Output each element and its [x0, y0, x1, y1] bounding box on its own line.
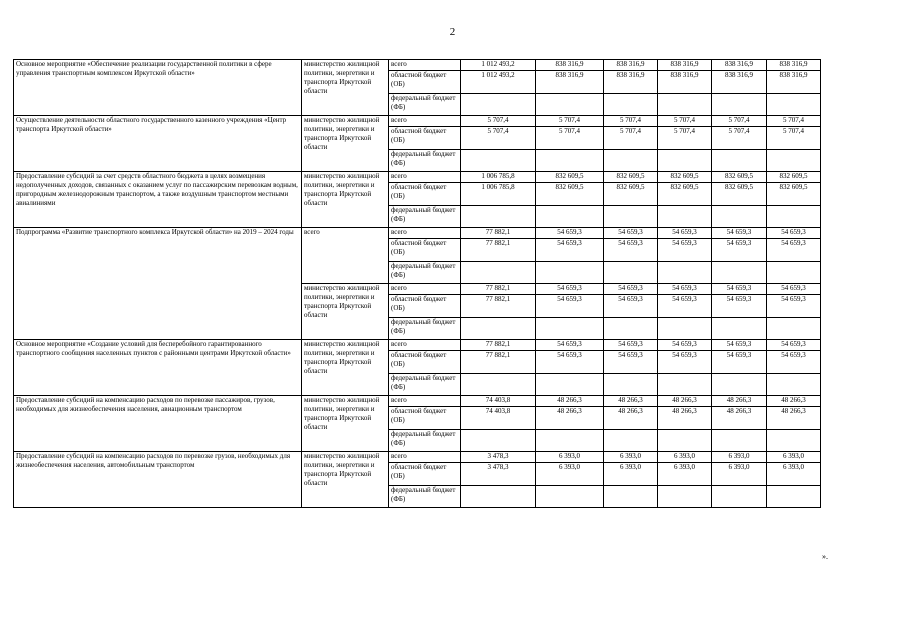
- amount-cell: [536, 262, 604, 284]
- amount-cell: 54 659,3: [536, 295, 604, 318]
- amount-cell: [712, 94, 767, 116]
- executor-cell: министерство жилищной политики, энергетики и транспорта Иркутской области: [302, 452, 389, 508]
- amount-cell: 48 266,3: [536, 396, 604, 407]
- funding-source-cell: федеральный бюджет (ФБ): [389, 206, 461, 228]
- amount-cell: 54 659,3: [712, 228, 767, 239]
- funding-source-cell: всего: [389, 452, 461, 463]
- amount-cell: 5 707,4: [658, 127, 712, 150]
- closing-quote-mark: ».: [822, 552, 828, 561]
- amount-cell: 832 609,5: [767, 183, 821, 206]
- funding-source-cell: всего: [389, 284, 461, 295]
- amount-cell: 5 707,4: [712, 116, 767, 127]
- amount-cell: [712, 486, 767, 508]
- amount-cell: [604, 430, 658, 452]
- amount-cell: 3 478,3: [461, 452, 536, 463]
- amount-cell: [461, 374, 536, 396]
- amount-cell: 54 659,3: [604, 239, 658, 262]
- amount-cell: 54 659,3: [767, 239, 821, 262]
- funding-source-cell: федеральный бюджет (ФБ): [389, 262, 461, 284]
- amount-cell: 54 659,3: [658, 295, 712, 318]
- amount-cell: 832 609,5: [658, 183, 712, 206]
- table-row: [14, 228, 821, 239]
- amount-cell: 1 006 785,8: [461, 172, 536, 183]
- amount-cell: 54 659,3: [658, 228, 712, 239]
- amount-cell: 832 609,5: [712, 172, 767, 183]
- funding-source-cell: областной бюджет (ОБ): [389, 295, 461, 318]
- amount-cell: 838 316,9: [604, 71, 658, 94]
- amount-cell: [604, 206, 658, 228]
- amount-cell: [658, 94, 712, 116]
- amount-cell: 54 659,3: [604, 351, 658, 374]
- amount-cell: 3 478,3: [461, 463, 536, 486]
- activity-name-cell: Предоставление субсидий на компенсацию расходов по перевозке пассажиров, грузов, необходимых для жизнеобеспечения населения, авиационным транспортом: [14, 396, 302, 452]
- amount-cell: 838 316,9: [658, 60, 712, 71]
- amount-cell: [536, 486, 604, 508]
- amount-cell: 54 659,3: [767, 228, 821, 239]
- amount-cell: 54 659,3: [536, 239, 604, 262]
- amount-cell: 1 012 493,2: [461, 71, 536, 94]
- amount-cell: 77 882,1: [461, 340, 536, 351]
- amount-cell: 77 882,1: [461, 239, 536, 262]
- amount-cell: 54 659,3: [658, 284, 712, 295]
- amount-cell: [767, 486, 821, 508]
- amount-cell: [767, 374, 821, 396]
- amount-cell: 5 707,4: [536, 127, 604, 150]
- amount-cell: 54 659,3: [604, 284, 658, 295]
- amount-cell: 54 659,3: [536, 340, 604, 351]
- amount-cell: 54 659,3: [658, 351, 712, 374]
- amount-cell: [604, 262, 658, 284]
- funding-source-cell: областной бюджет (ОБ): [389, 463, 461, 486]
- funding-source-cell: федеральный бюджет (ФБ): [389, 318, 461, 340]
- amount-cell: [461, 150, 536, 172]
- funding-source-cell: областной бюджет (ОБ): [389, 183, 461, 206]
- amount-cell: 5 707,4: [461, 116, 536, 127]
- activity-name-cell: Основное мероприятие «Обеспечение реализации государственной политики в сфере управления транспортным комплексом Иркутской области»: [14, 60, 302, 116]
- amount-cell: 54 659,3: [536, 351, 604, 374]
- amount-cell: [604, 374, 658, 396]
- amount-cell: 832 609,5: [658, 172, 712, 183]
- amount-cell: 54 659,3: [604, 340, 658, 351]
- amount-cell: 5 707,4: [658, 116, 712, 127]
- funding-source-cell: всего: [389, 340, 461, 351]
- amount-cell: [767, 150, 821, 172]
- amount-cell: 54 659,3: [604, 228, 658, 239]
- amount-cell: 48 266,3: [536, 407, 604, 430]
- amount-cell: 5 707,4: [767, 116, 821, 127]
- amount-cell: [536, 206, 604, 228]
- table-row: [14, 116, 821, 127]
- amount-cell: [712, 206, 767, 228]
- amount-cell: 6 393,0: [604, 452, 658, 463]
- amount-cell: 54 659,3: [658, 340, 712, 351]
- amount-cell: 838 316,9: [712, 60, 767, 71]
- executor-cell: министерство жилищной политики, энергетики и транспорта Иркутской области: [302, 172, 389, 228]
- amount-cell: [461, 430, 536, 452]
- amount-cell: 832 609,5: [712, 183, 767, 206]
- table-row: [14, 172, 821, 183]
- table-row: [14, 452, 821, 463]
- amount-cell: 6 393,0: [658, 452, 712, 463]
- amount-cell: 832 609,5: [604, 183, 658, 206]
- activity-name-cell: Осуществление деятельности областного государственного казенного учреждения «Центр транспорта Иркутской области»: [14, 116, 302, 172]
- amount-cell: 48 266,3: [604, 407, 658, 430]
- amount-cell: 5 707,4: [712, 127, 767, 150]
- amount-cell: [536, 150, 604, 172]
- page-number: 2: [449, 26, 456, 38]
- amount-cell: 5 707,4: [604, 127, 658, 150]
- funding-source-cell: областной бюджет (ОБ): [389, 351, 461, 374]
- amount-cell: 54 659,3: [767, 295, 821, 318]
- amount-cell: 6 393,0: [536, 463, 604, 486]
- amount-cell: 838 316,9: [658, 71, 712, 94]
- amount-cell: 54 659,3: [712, 239, 767, 262]
- table-row: [14, 340, 821, 351]
- amount-cell: 48 266,3: [767, 407, 821, 430]
- amount-cell: 54 659,3: [712, 295, 767, 318]
- amount-cell: [658, 430, 712, 452]
- amount-cell: 54 659,3: [658, 239, 712, 262]
- funding-source-cell: всего: [389, 116, 461, 127]
- amount-cell: 832 609,5: [536, 172, 604, 183]
- amount-cell: 5 707,4: [604, 116, 658, 127]
- amount-cell: 838 316,9: [536, 71, 604, 94]
- amount-cell: [658, 318, 712, 340]
- table-row: [14, 396, 821, 407]
- amount-cell: [461, 206, 536, 228]
- amount-cell: 838 316,9: [536, 60, 604, 71]
- amount-cell: [658, 206, 712, 228]
- amount-cell: 48 266,3: [712, 396, 767, 407]
- funding-source-cell: всего: [389, 228, 461, 239]
- amount-cell: 77 882,1: [461, 284, 536, 295]
- amount-cell: [767, 94, 821, 116]
- amount-cell: 838 316,9: [604, 60, 658, 71]
- amount-cell: 54 659,3: [767, 284, 821, 295]
- amount-cell: [461, 318, 536, 340]
- amount-cell: 6 393,0: [658, 463, 712, 486]
- amount-cell: 6 393,0: [604, 463, 658, 486]
- funding-source-cell: федеральный бюджет (ФБ): [389, 486, 461, 508]
- amount-cell: [461, 262, 536, 284]
- activity-name-cell: Предоставление субсидий за счет средств областного бюджета в целях возмещения недополученных доходов, связанных с оказанием услуг по пассажирским перевозкам водным, пригородным железнодорожным транспортом, а также воздушным транспортом местными авиалиниями: [14, 172, 302, 228]
- table-body: [14, 60, 821, 508]
- funding-source-cell: всего: [389, 172, 461, 183]
- amount-cell: [712, 430, 767, 452]
- funding-source-cell: федеральный бюджет (ФБ): [389, 94, 461, 116]
- amount-cell: [536, 318, 604, 340]
- amount-cell: 5 707,4: [536, 116, 604, 127]
- executor-cell: всего: [302, 228, 389, 284]
- amount-cell: 48 266,3: [658, 396, 712, 407]
- amount-cell: 54 659,3: [536, 284, 604, 295]
- amount-cell: [712, 318, 767, 340]
- funding-source-cell: областной бюджет (ОБ): [389, 407, 461, 430]
- funding-source-cell: областной бюджет (ОБ): [389, 127, 461, 150]
- amount-cell: [658, 486, 712, 508]
- activity-name-cell: Предоставление субсидий на компенсацию расходов по перевозке грузов, необходимых для жизнеобеспечения населения, автомобильным транспортом: [14, 452, 302, 508]
- amount-cell: 6 393,0: [536, 452, 604, 463]
- funding-source-cell: всего: [389, 60, 461, 71]
- activity-name-cell: Основное мероприятие «Создание условий для бесперебойного гарантированного транспортного сообщения населенных пунктов с районными центрами Иркутской области»: [14, 340, 302, 396]
- amount-cell: 74 403,8: [461, 407, 536, 430]
- amount-cell: 54 659,3: [604, 295, 658, 318]
- executor-cell: министерство жилищной политики, энергетики и транспорта Иркутской области: [302, 396, 389, 452]
- amount-cell: [536, 374, 604, 396]
- funding-source-cell: федеральный бюджет (ФБ): [389, 374, 461, 396]
- amount-cell: 832 609,5: [536, 183, 604, 206]
- amount-cell: [767, 318, 821, 340]
- amount-cell: [767, 262, 821, 284]
- amount-cell: [658, 150, 712, 172]
- executor-cell: министерство жилищной политики, энергетики и транспорта Иркутской области: [302, 340, 389, 396]
- amount-cell: 54 659,3: [712, 284, 767, 295]
- amount-cell: 77 882,1: [461, 228, 536, 239]
- budget-table: [13, 59, 821, 508]
- amount-cell: 832 609,5: [604, 172, 658, 183]
- amount-cell: [536, 94, 604, 116]
- amount-cell: [767, 206, 821, 228]
- funding-source-cell: федеральный бюджет (ФБ): [389, 150, 461, 172]
- amount-cell: [536, 430, 604, 452]
- amount-cell: [712, 150, 767, 172]
- amount-cell: 6 393,0: [767, 452, 821, 463]
- amount-cell: 5 707,4: [461, 127, 536, 150]
- amount-cell: [461, 94, 536, 116]
- amount-cell: [658, 374, 712, 396]
- amount-cell: [658, 262, 712, 284]
- activity-name-cell: Подпрограмма «Развитие транспортного комплекса Иркутской области» на 2019 – 2024 годы: [14, 228, 302, 340]
- amount-cell: 48 266,3: [658, 407, 712, 430]
- amount-cell: 48 266,3: [712, 407, 767, 430]
- amount-cell: 838 316,9: [712, 71, 767, 94]
- amount-cell: [604, 94, 658, 116]
- amount-cell: 838 316,9: [767, 60, 821, 71]
- amount-cell: 54 659,3: [712, 351, 767, 374]
- amount-cell: 1 006 785,8: [461, 183, 536, 206]
- amount-cell: 54 659,3: [712, 340, 767, 351]
- amount-cell: [712, 374, 767, 396]
- executor-cell: министерство жилищной политики, энергетики и транспорта Иркутской области: [302, 284, 389, 340]
- executor-cell: министерство жилищной политики, энергетики и транспорта Иркутской области: [302, 116, 389, 172]
- amount-cell: [604, 486, 658, 508]
- amount-cell: 6 393,0: [767, 463, 821, 486]
- amount-cell: 6 393,0: [712, 452, 767, 463]
- funding-source-cell: всего: [389, 396, 461, 407]
- amount-cell: 77 882,1: [461, 351, 536, 374]
- amount-cell: 5 707,4: [767, 127, 821, 150]
- amount-cell: 77 882,1: [461, 295, 536, 318]
- amount-cell: [604, 150, 658, 172]
- amount-cell: [604, 318, 658, 340]
- amount-cell: 54 659,3: [767, 340, 821, 351]
- funding-source-cell: областной бюджет (ОБ): [389, 239, 461, 262]
- amount-cell: 54 659,3: [767, 351, 821, 374]
- amount-cell: 54 659,3: [536, 228, 604, 239]
- table-row: [14, 60, 821, 71]
- funding-source-cell: федеральный бюджет (ФБ): [389, 430, 461, 452]
- amount-cell: [461, 486, 536, 508]
- amount-cell: 74 403,8: [461, 396, 536, 407]
- executor-cell: министерство жилищной политики, энергетики и транспорта Иркутской области: [302, 60, 389, 116]
- amount-cell: [767, 430, 821, 452]
- amount-cell: 6 393,0: [712, 463, 767, 486]
- amount-cell: 832 609,5: [767, 172, 821, 183]
- amount-cell: 838 316,9: [767, 71, 821, 94]
- funding-source-cell: областной бюджет (ОБ): [389, 71, 461, 94]
- amount-cell: 48 266,3: [604, 396, 658, 407]
- amount-cell: 1 012 493,2: [461, 60, 536, 71]
- amount-cell: [712, 262, 767, 284]
- amount-cell: 48 266,3: [767, 396, 821, 407]
